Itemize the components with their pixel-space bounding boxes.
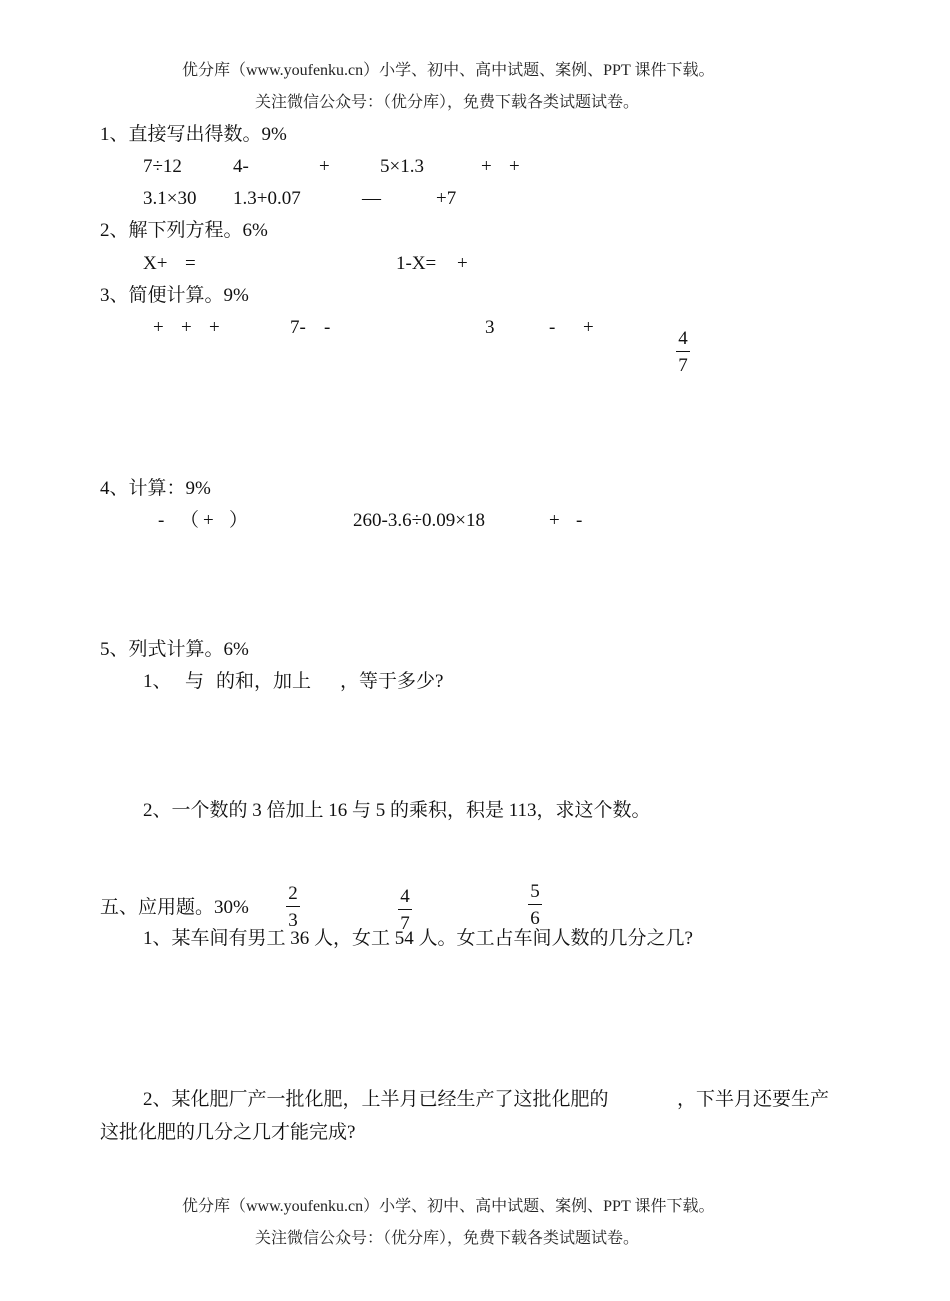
fraction-bar	[286, 906, 300, 907]
footer-line-1: 优分库（www.youfenku.cn）小学、初中、高中试题、案例、PPT 课件下载。	[182, 1198, 715, 1215]
s5-q1-part: ，等于多少?	[340, 671, 444, 692]
header-line-2: 关注微信公众号：（优分库），免费下载各类试题试卷。	[255, 94, 640, 111]
s4-expr: -	[576, 510, 583, 531]
s1-expr: —	[362, 188, 381, 209]
s3-expr: +	[153, 317, 164, 338]
s3-expr: -	[324, 317, 331, 338]
fraction-2-3	[286, 884, 300, 930]
s6-q2-line2: 这批化肥的几分之几才能完成?	[100, 1122, 356, 1143]
section-2-title: 2、解下列方程。6%	[100, 220, 268, 241]
s4-expr: （	[180, 510, 200, 531]
fraction-numerator: 4	[400, 886, 410, 907]
s2-expr: =	[185, 253, 196, 274]
s2-expr: 1-X=	[396, 253, 437, 274]
s4-expr: +	[549, 510, 560, 531]
section-3-title: 3、简便计算。9%	[100, 285, 249, 306]
s3-expr: +	[583, 317, 594, 338]
s6-q2-line1-tail: ，下半月还要生产	[677, 1089, 830, 1110]
fraction-bar	[676, 351, 690, 352]
s1-expr: 5×1.3	[380, 156, 424, 177]
fraction-numerator: 4	[678, 328, 688, 349]
fraction-4-7	[398, 887, 412, 933]
fraction-denominator: 3	[288, 910, 298, 931]
s1-expr: +	[509, 156, 520, 177]
s4-expr: +	[203, 510, 214, 531]
s1-expr: +	[481, 156, 492, 177]
fraction-denominator: 6	[530, 908, 540, 929]
footer-line-2: 关注微信公众号：（优分库），免费下载各类试题试卷。	[255, 1230, 640, 1247]
s3-expr: 3	[485, 317, 495, 338]
fraction-bar	[398, 909, 412, 910]
header-line-1: 优分库（www.youfenku.cn）小学、初中、高中试题、案例、PPT 课件下载。	[182, 62, 715, 79]
s6-q1: 1、某车间有男工 36 人，女工 54 人。女工占车间人数的几分之几?	[143, 928, 693, 949]
s3-expr: -	[549, 317, 556, 338]
section-5-title: 5、列式计算。6%	[100, 639, 249, 660]
s1-expr: +7	[436, 188, 457, 209]
s4-expr: 260-3.6÷0.09×18	[353, 510, 485, 531]
s1-expr: 7÷12	[143, 156, 182, 177]
s1-expr: 3.1×30	[143, 188, 197, 209]
s6-q2-line1: 2、某化肥厂产一批化肥，上半月已经生产了这批化肥的	[143, 1089, 609, 1110]
s1-expr: 4-	[233, 156, 249, 177]
s4-expr: -	[158, 510, 165, 531]
fraction-denominator: 7	[400, 913, 410, 934]
fraction-numerator: 5	[530, 881, 540, 902]
section-1-title: 1、直接写出得数。9%	[100, 124, 287, 145]
s2-expr: +	[457, 253, 468, 274]
s4-expr: ）	[229, 510, 249, 531]
s1-expr: +	[319, 156, 330, 177]
section-6-title: 五、应用题。30%	[100, 897, 249, 918]
fraction-numerator: 2	[288, 883, 298, 904]
s5-q1-part: 1、	[143, 671, 172, 692]
s3-expr: 7-	[290, 317, 306, 338]
s5-q2: 2、一个数的 3 倍加上 16 与 5 的乘积，积是 113，求这个数。	[143, 800, 651, 821]
fraction-denominator: 7	[678, 355, 688, 376]
s5-q1-part: 与	[185, 671, 205, 692]
fraction-5-6	[528, 882, 542, 928]
fraction-bar	[528, 904, 542, 905]
section-4-title: 4、计算：9%	[100, 478, 211, 499]
s1-expr: 1.3+0.07	[233, 188, 301, 209]
s3-expr: +	[209, 317, 220, 338]
s2-expr: X+	[143, 253, 168, 274]
s5-q1-part: 的和，加上	[216, 671, 312, 692]
s3-expr: +	[181, 317, 192, 338]
fraction-4-7	[676, 329, 690, 375]
